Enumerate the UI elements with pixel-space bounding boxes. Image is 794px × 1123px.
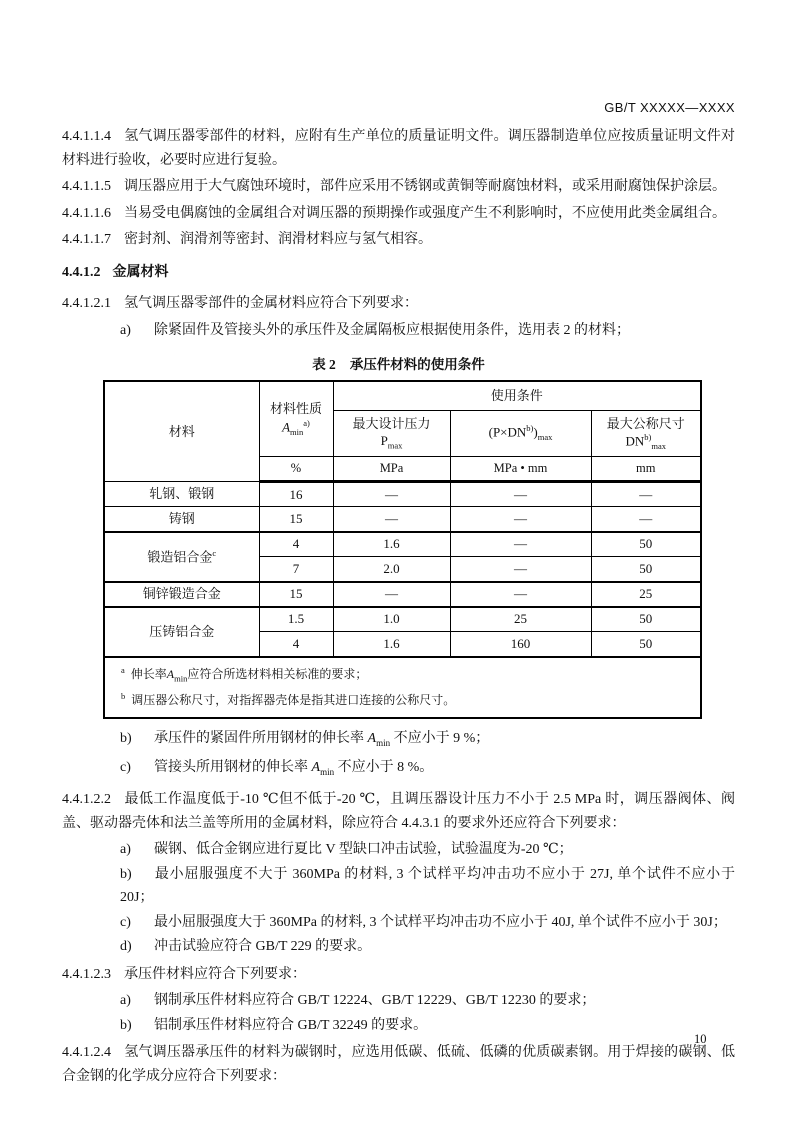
cell-dn-max: —	[591, 507, 701, 532]
list-item-a-materials	[62, 319, 735, 343]
cell-a-min: 1.5	[259, 607, 333, 632]
cell-dn-max: 50	[591, 557, 701, 582]
cell-p-max: —	[333, 507, 450, 532]
cell-pdn-max: 25	[450, 607, 591, 632]
clause-text: 氢气调压器零部件的材料，应附有生产单位的质量证明文件。调压器制造单位应按质量证明文件对材料进行验收，必要时应进行复验。	[62, 129, 735, 168]
item-text: 不应小于 9 %；	[390, 730, 490, 746]
list-item-c-pipe-joints	[62, 756, 735, 784]
cell-a-min: 16	[259, 482, 333, 507]
clause-4-4-1-1-4	[62, 125, 735, 172]
unit-mm: mm	[591, 457, 701, 482]
clause-4-4-1-2-4	[62, 1041, 735, 1088]
cell-dn-max: 50	[591, 607, 701, 632]
clause-4-4-1-1-6	[62, 202, 735, 226]
col-header-max-nominal-size	[591, 411, 701, 457]
footnote-text: 伸长率	[130, 666, 167, 681]
max-nominal-size-title: 最大公称尺寸	[606, 415, 685, 431]
item-label: d)	[120, 939, 132, 955]
item-text: 管接头所用钢材的伸长率	[154, 759, 312, 775]
clause-text: 最低工作温度低于-10 ℃但不低于-20 ℃，且调压器设计压力不小于 2.5 MPa 时，调压器阀体、阀盖、驱动器壳体和法兰盖等所用的金属材料，除应符合 4.4.3.1 的要求外还应符合下列要求：	[62, 792, 735, 831]
clause-text: 氢气调压器零部件的金属材料应符合下列要求：	[124, 296, 418, 311]
item-label: c)	[120, 914, 131, 930]
table-row-cast-steel	[104, 507, 701, 532]
table-header-row-1	[104, 381, 701, 411]
cell-dn-max: —	[591, 482, 701, 507]
cell-a-min: 15	[259, 507, 333, 532]
clause-text: 氢气调压器承压件的材料为碳钢时，应选用低碳、低硫、低磷的优质碳素钢。用于焊接的碳钢、低合金钢的化学成分应符合下列要求：	[62, 1045, 735, 1084]
material-property-symbol	[262, 418, 331, 438]
symbol-A: A	[282, 418, 291, 434]
cell-dn-max: 25	[591, 582, 701, 607]
table-footnote-a	[104, 657, 701, 688]
pdn-sub: max	[537, 432, 553, 443]
col-header-max-design-pressure	[333, 411, 450, 457]
col-header-material-property	[259, 381, 333, 457]
clause-text: 承压件材料应符合下列要求：	[124, 966, 306, 982]
list-item-c-yield-gt-360	[62, 911, 735, 935]
list-item-b-aluminium-parts	[62, 1014, 735, 1038]
clause-number: 4.4.1.1.7	[62, 232, 111, 247]
list-item-b-yield-le-360	[62, 863, 735, 910]
cell-pdn-max: —	[450, 507, 591, 532]
cell-dn-max: 50	[591, 532, 701, 557]
item-label: a)	[120, 842, 131, 858]
footnote-ref-c: c	[212, 547, 217, 558]
symbol-DN: DN	[625, 433, 645, 449]
symbol-P: P	[380, 433, 388, 449]
clause-4-4-1-1-5	[62, 175, 735, 199]
item-text: 钢制承压件材料应符合 GB/T 12224、GB/T 12229、GB/T 12230 的要求；	[154, 993, 596, 1009]
list-item-d-impact-test	[62, 935, 735, 959]
symbol-A-sub: min	[174, 672, 188, 683]
footnote-text: 应符合所选材料相关标准的要求；	[187, 666, 368, 681]
cell-material: 轧钢、锻钢	[104, 482, 259, 507]
clause-number: 4.4.1.2.1	[62, 296, 111, 311]
table-row-copper-zinc-alloy	[104, 582, 701, 607]
clause-text: 当易受电偶腐蚀的金属组合对调压器的预期操作或强度产生不利影响时，不应使用此类金属组合。	[124, 205, 726, 221]
symbol-A: A	[311, 759, 321, 775]
cell-pdn-max: 160	[450, 632, 591, 657]
cell-p-max: 1.6	[333, 532, 450, 557]
item-text: 碳钢、低合金钢应进行夏比 V 型缺口冲击试验，试验温度为-20 ℃；	[154, 842, 573, 858]
list-item-a-steel-parts	[62, 989, 735, 1013]
symbol-A: A	[367, 730, 377, 746]
table-caption	[62, 353, 735, 373]
clause-text: 调压器应用于大气腐蚀环境时，部件应采用不锈钢或黄铜等耐腐蚀材料，或采用耐腐蚀保护涂层。	[124, 179, 726, 194]
pdn-close-paren: )	[533, 424, 538, 440]
col-header-use-conditions: 使用条件	[333, 381, 701, 411]
symbol-DN-sub: max	[651, 441, 666, 451]
page-number: 10	[694, 1032, 707, 1046]
clause-4-4-1-2-3	[62, 963, 735, 987]
symbol-A: A	[166, 666, 175, 681]
item-label: a)	[120, 993, 131, 1009]
footnote-marker-b: b	[121, 691, 126, 702]
cell-pdn-max: —	[450, 532, 591, 557]
cell-material-forged-aluminium	[104, 532, 259, 582]
cell-material: 铜锌锻造合金	[104, 582, 259, 607]
clause-text: 密封剂、润滑剂等密封、润滑材料应与氢气相容。	[124, 232, 432, 247]
table-2-pressure-part-material-conditions	[103, 380, 702, 719]
item-label: b)	[120, 866, 132, 882]
section-number: 4.4.1.2	[62, 264, 101, 280]
item-label: c)	[120, 759, 131, 775]
cell-a-min: 4	[259, 632, 333, 657]
section-title: 金属材料	[112, 264, 169, 280]
cell-p-max: 1.6	[333, 632, 450, 657]
cell-pdn-max: —	[450, 482, 591, 507]
cell-p-max: —	[333, 482, 450, 507]
dn-symbol	[594, 432, 699, 452]
table-caption-text: 承压件材料的使用条件	[349, 357, 485, 372]
pressure-symbol	[336, 432, 448, 452]
symbol-A-sub: min	[290, 426, 304, 437]
cell-material: 铸钢	[104, 507, 259, 532]
table-row-forged-aluminium-1	[104, 532, 701, 557]
clause-number: 4.4.1.1.6	[62, 205, 111, 221]
clause-number: 4.4.1.2.3	[62, 966, 111, 982]
item-text: 最小屈服强度大于 360MPa 的材料, 3 个试样平均冲击功不应小于 40J, 单个试件不应小于 30J；	[154, 914, 727, 930]
item-text: 最小屈服强度不大于 360MPa 的材料, 3 个试样平均冲击功不应小于 27J, 单个试件不应小于 20J；	[120, 866, 735, 906]
col-header-material-label: 材料	[168, 423, 195, 439]
cell-material-die-cast-aluminium: 压铸铝合金	[104, 607, 259, 657]
page-content	[62, 100, 735, 1091]
clause-number: 4.4.1.2.4	[62, 1045, 111, 1061]
footnote-ref-a: a)	[303, 417, 310, 428]
cell-a-min: 4	[259, 532, 333, 557]
clause-number: 4.4.1.1.4	[62, 129, 111, 144]
standard-number-header: GB/T XXXXX—XXXX	[604, 100, 735, 115]
cell-p-max: 2.0	[333, 557, 450, 582]
item-text: 不应小于 8 %。	[334, 759, 434, 775]
clause-4-4-1-1-7	[62, 228, 735, 252]
footnote-ref-b: b)	[644, 432, 652, 443]
footnote-ref-b: b)	[526, 423, 534, 434]
item-text: 除紧固件及管接头外的承压件及金属隔板应根据使用条件，选用表 2 的材料；	[154, 322, 630, 338]
cell-dn-max: 50	[591, 632, 701, 657]
material-name: 锻造铝合金	[147, 548, 213, 564]
table-row-die-cast-aluminium-1	[104, 607, 701, 632]
pdn-expression: (P×DN	[488, 424, 527, 440]
item-label: a)	[120, 322, 131, 338]
table-footnote-b	[104, 687, 701, 718]
footnote-text: 调压器公称尺寸，对指挥器壳体是指其进口连接的公称尺寸。	[131, 693, 456, 708]
clause-4-4-1-2-1	[62, 292, 735, 316]
item-text: 承压件的紧固件所用钢材的伸长率	[154, 730, 368, 746]
material-property-title: 材料性质	[269, 401, 322, 417]
list-item-a-charpy	[62, 838, 735, 862]
symbol-A-sub: min	[376, 737, 391, 748]
col-header-material	[104, 381, 259, 482]
cell-pdn-max: —	[450, 582, 591, 607]
clause-4-4-1-2-2	[62, 788, 735, 835]
item-text: 冲击试验应符合 GB/T 229 的要求。	[154, 939, 372, 955]
unit-mpa-mm: MPa • mm	[450, 457, 591, 482]
item-label: b)	[120, 730, 132, 746]
clause-number: 4.4.1.1.5	[62, 179, 111, 194]
clause-number: 4.4.1.2.2	[62, 792, 111, 808]
cell-a-min: 15	[259, 582, 333, 607]
item-label: b)	[120, 1017, 132, 1033]
max-design-pressure-title: 最大设计压力	[352, 415, 431, 431]
unit-mpa: MPa	[333, 457, 450, 482]
cell-pdn-max: —	[450, 557, 591, 582]
cell-p-max: 1.0	[333, 607, 450, 632]
col-header-p-times-dn	[450, 411, 591, 457]
symbol-P-sub: max	[387, 440, 403, 451]
list-item-b-fasteners	[62, 727, 735, 755]
section-heading-4-4-1-2	[62, 261, 735, 285]
table-row-rolled-forged-steel	[104, 482, 701, 507]
footnote-marker-a: a	[121, 664, 125, 675]
unit-percent: %	[259, 457, 333, 482]
table-caption-label: 表 2	[312, 357, 336, 372]
cell-a-min: 7	[259, 557, 333, 582]
cell-p-max: —	[333, 582, 450, 607]
symbol-A-sub: min	[320, 766, 335, 777]
item-text: 铝制承压件材料应符合 GB/T 32249 的要求。	[154, 1017, 428, 1033]
